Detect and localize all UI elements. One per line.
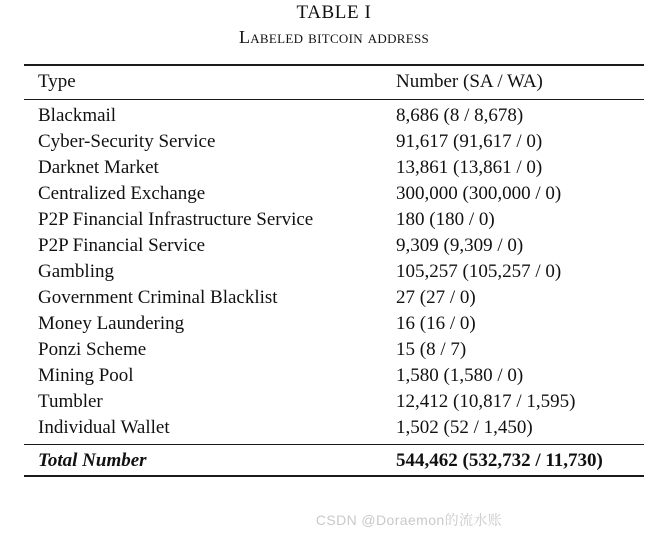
cell-type: Ponzi Scheme (38, 339, 147, 360)
cell-total-label: Total Number (38, 450, 147, 471)
table-row (24, 181, 644, 207)
table-row (24, 337, 644, 363)
cell-type: Money Laundering (38, 313, 185, 334)
cell-number: 105,257 (105,257 / 0) (396, 261, 562, 282)
cell-type: Tumbler (38, 391, 103, 412)
cell-number: 8,686 (8 / 8,678) (396, 105, 524, 126)
table-header-row (24, 66, 644, 100)
cell-type: P2P Financial Service (38, 235, 206, 256)
cell-total-number: 544,462 (532,732 / 11,730) (396, 450, 603, 471)
table-row (24, 285, 644, 311)
table-body (24, 65, 644, 477)
table-caption-subtitle: Labeled bitcoin address (238, 27, 430, 47)
cell-number: 13,861 (13,861 / 0) (396, 157, 543, 178)
table-caption (0, 0, 668, 50)
cell-number: 180 (180 / 0) (396, 209, 495, 230)
table-row (24, 100, 644, 129)
table-row (24, 259, 644, 285)
cell-type: Government Criminal Blacklist (38, 287, 278, 308)
table-row (24, 389, 644, 415)
cell-type: Centralized Exchange (38, 183, 206, 204)
cell-type: Blackmail (38, 105, 117, 126)
cell-number: 300,000 (300,000 / 0) (396, 183, 562, 204)
horizontal-rule (24, 476, 644, 477)
csdn-watermark: CSDN @Doraemon的流水账 (315, 512, 503, 528)
table-row (24, 311, 644, 337)
labeled-bitcoin-address-table (24, 64, 644, 477)
table-row (24, 415, 644, 445)
cell-type: Gambling (38, 261, 114, 282)
cell-number: 15 (8 / 7) (396, 339, 467, 360)
table-row (24, 363, 644, 389)
table-row (24, 155, 644, 181)
cell-number: 12,412 (10,817 / 1,595) (396, 391, 576, 412)
cell-number: 91,617 (91,617 / 0) (396, 131, 543, 152)
table-row (24, 233, 644, 259)
cell-number: 9,309 (9,309 / 0) (396, 235, 524, 256)
column-header-number: Number (SA / WA) (396, 71, 543, 92)
table-row (24, 129, 644, 155)
cell-type: Darknet Market (38, 157, 159, 178)
table-bottom-rule (24, 476, 644, 477)
cell-type: Cyber-Security Service (38, 131, 216, 152)
table-container (24, 50, 644, 477)
table-total-row (24, 445, 644, 476)
column-header-type: Type (38, 71, 76, 92)
cell-type: P2P Financial Infrastructure Service (38, 209, 314, 230)
cell-number: 1,580 (1,580 / 0) (396, 365, 524, 386)
table-number-title: TABLE I (296, 2, 372, 23)
cell-type: Mining Pool (38, 365, 134, 386)
cell-number: 27 (27 / 0) (396, 287, 476, 308)
cell-number: 16 (16 / 0) (396, 313, 476, 334)
table-row (24, 207, 644, 233)
cell-type: Individual Wallet (38, 417, 170, 438)
cell-number: 1,502 (52 / 1,450) (396, 417, 533, 438)
